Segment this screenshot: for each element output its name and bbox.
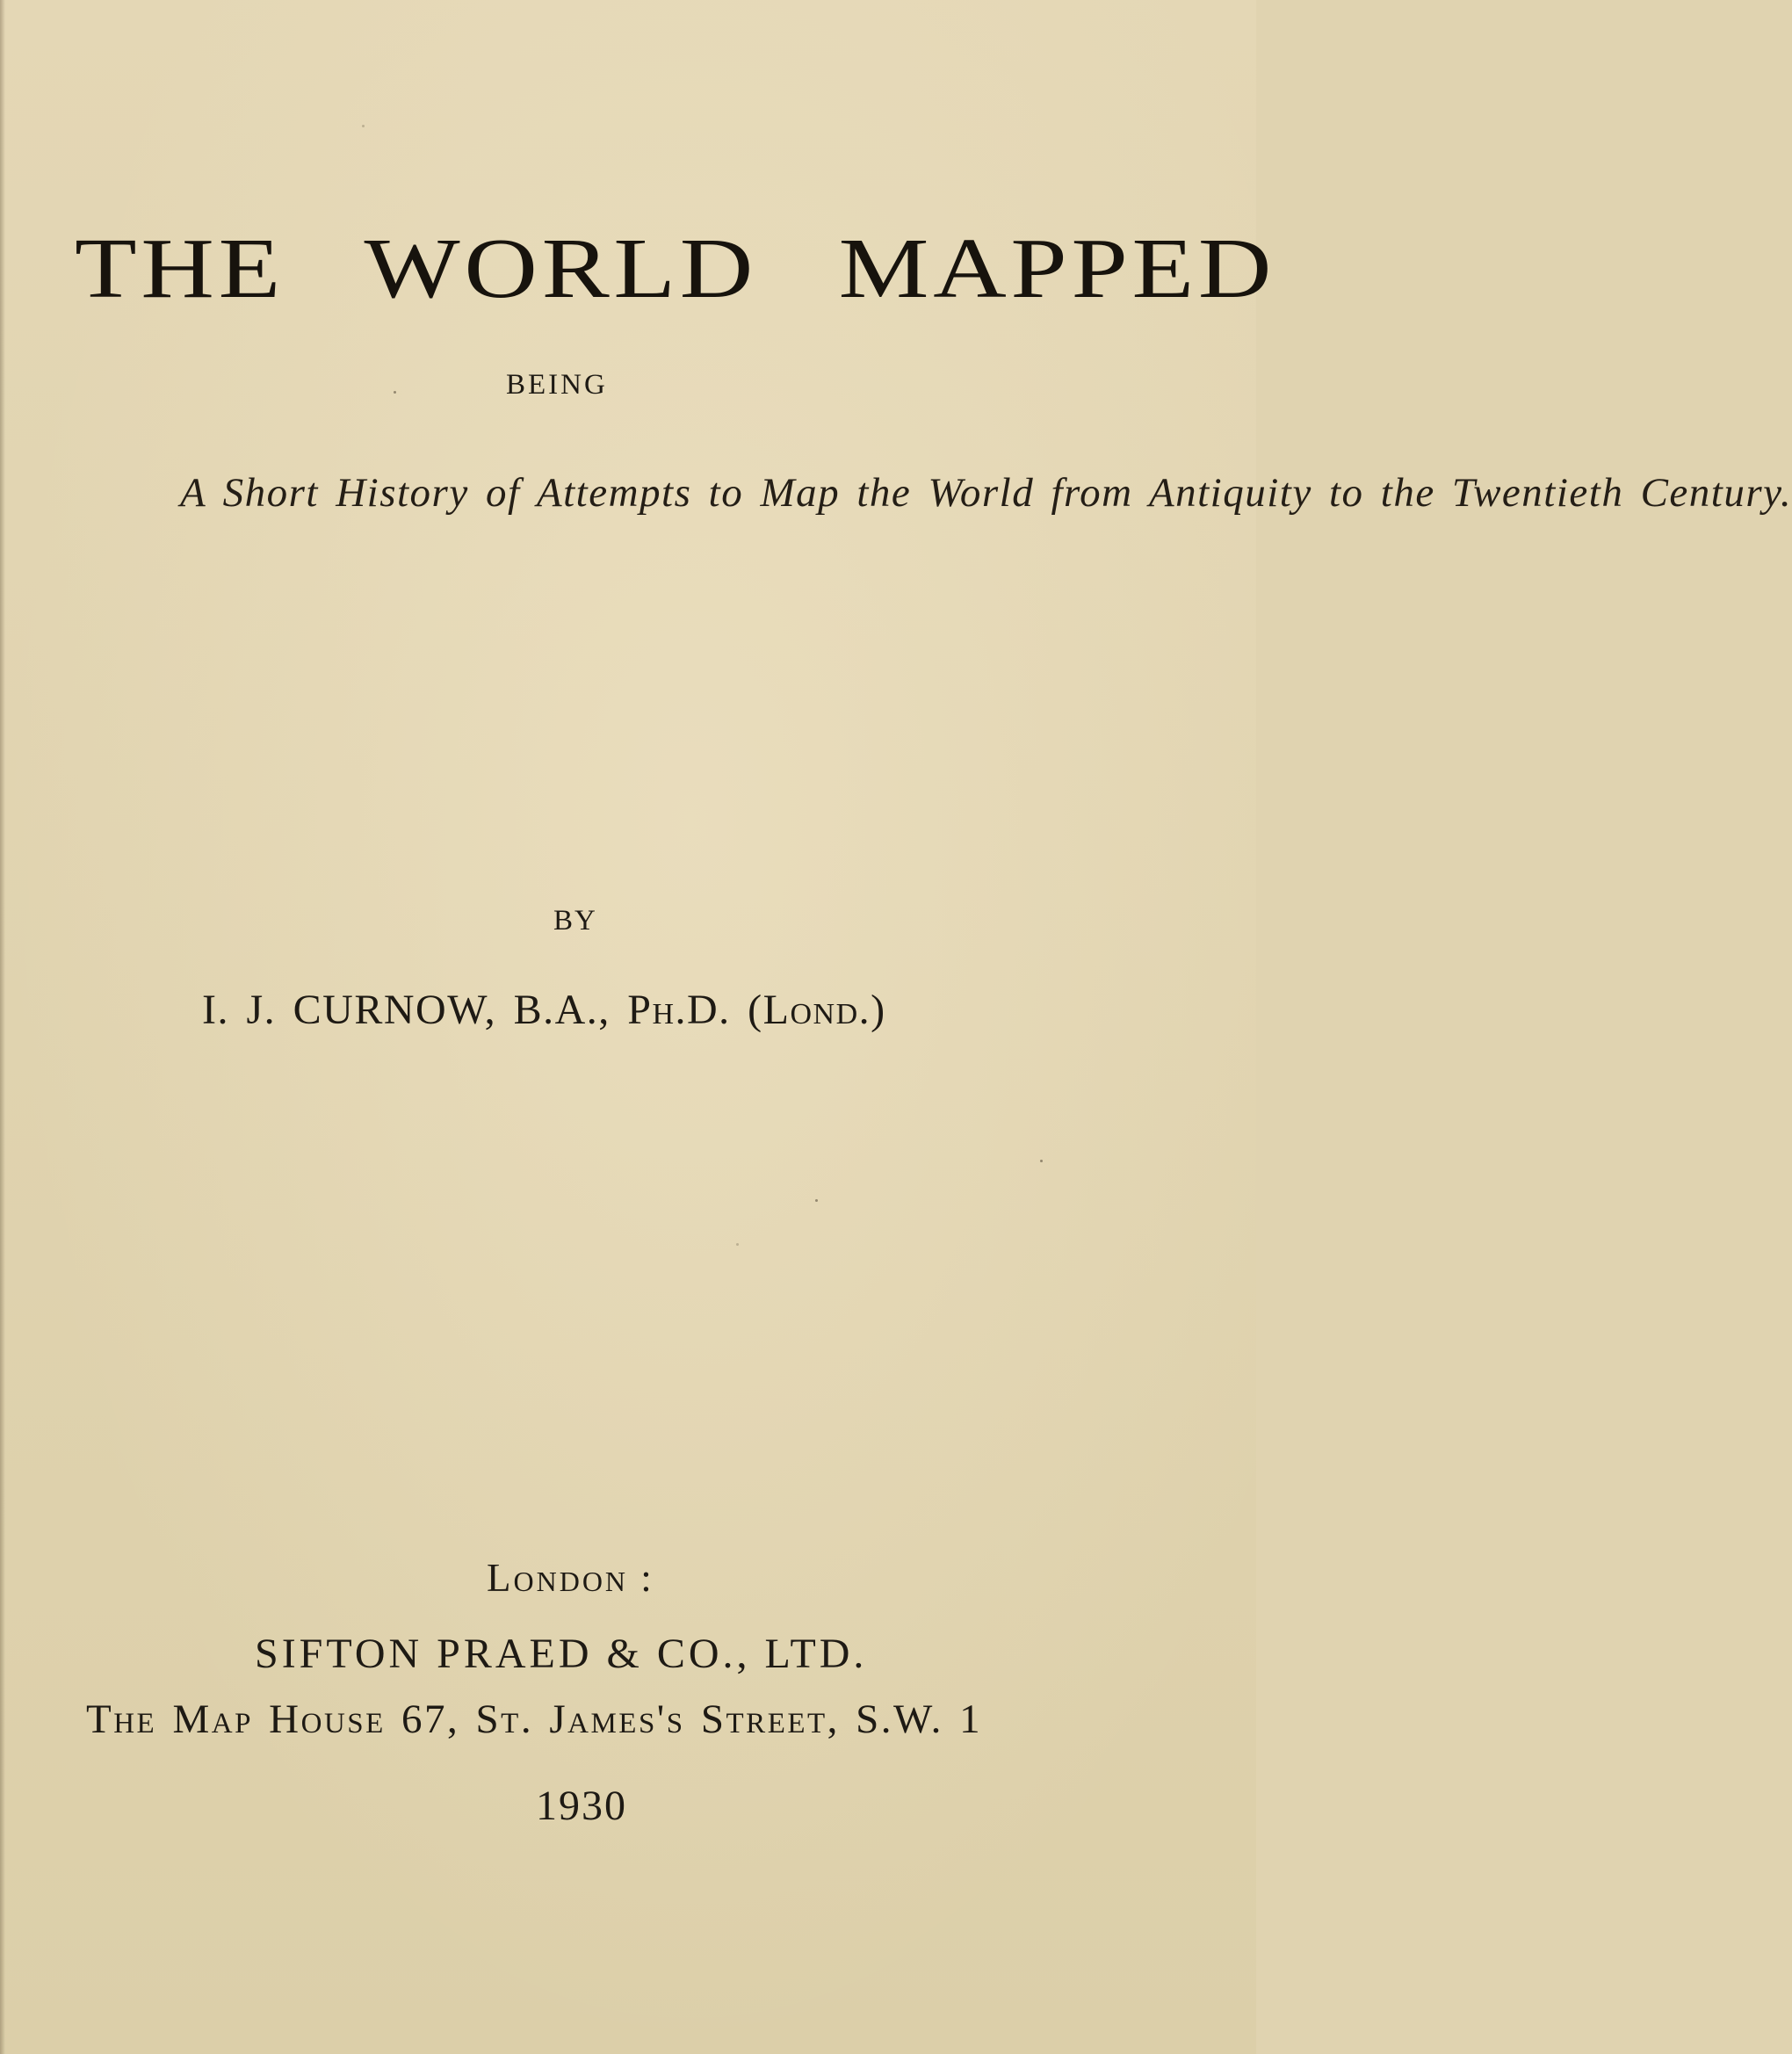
book-title: THE WORLD MAPPED — [75, 221, 1276, 316]
paper-speck — [736, 1243, 739, 1246]
publisher-name: SIFTON PRAED & CO., LTD. — [255, 1631, 868, 1677]
paper-speck — [362, 125, 365, 127]
author-name: I. J. CURNOW, B.A., Ph.D. (Lond.) — [202, 987, 886, 1033]
page-edge-shadow — [0, 0, 5, 2054]
paper-speck — [815, 1199, 818, 1202]
paper-speck — [1040, 1160, 1043, 1162]
paper-speck — [394, 391, 396, 394]
publication-place: London : — [487, 1556, 654, 1600]
publication-year: 1930 — [536, 1783, 627, 1829]
book-subtitle: A Short History of Attempts to Map the World from Antiquity to the Twentieth Century. — [180, 470, 1792, 516]
being-label: BEING — [506, 369, 608, 401]
by-label: BY — [553, 905, 597, 937]
publisher-address: The Map House 67, St. James's Street, S.W. 1 — [86, 1696, 983, 1742]
